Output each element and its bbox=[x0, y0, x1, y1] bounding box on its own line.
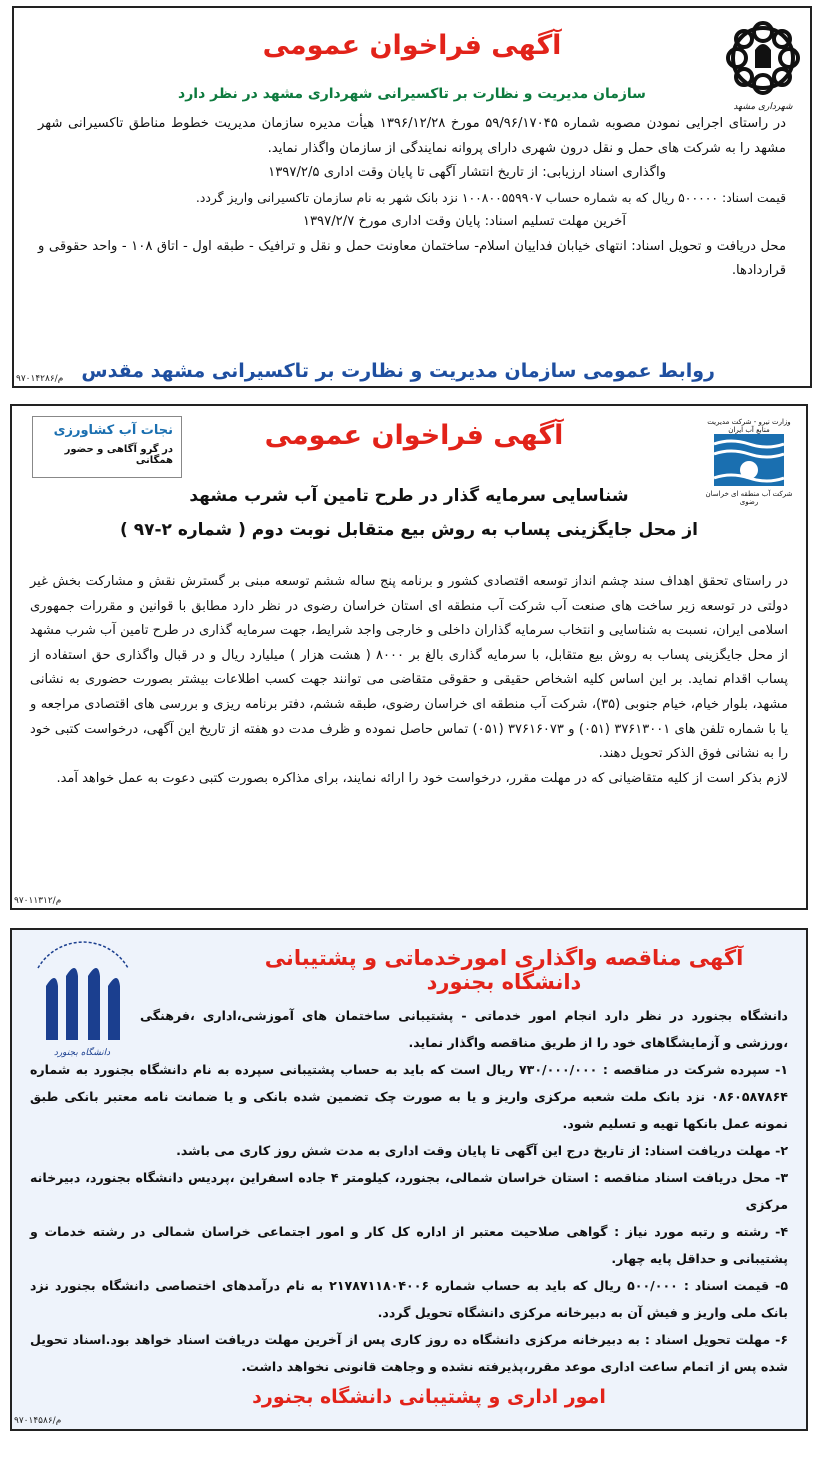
logo-caption: دانشگاه بجنورد bbox=[53, 1048, 111, 1058]
body-paragraph: ۳- محل دریافت اسناد مناقصه : استان خراسان شمالی، بجنورد، کیلومتر ۴ جاده اسفراین ،پردیس دانشگاه بجنورد، دبیرخانه مرکزی bbox=[30, 1170, 788, 1212]
ad-heading: شناسایی سرمایه گذار در طرح تامین آب شرب مشهد bbox=[189, 486, 629, 506]
ad-subtitle: سازمان مدیریت و نظارت بر تاکسیرانی شهرداری مشهد در نظر دارد bbox=[178, 86, 646, 102]
logo-line-2: در گرو آگاهی و حضور همگانی bbox=[64, 444, 173, 466]
ad-title: آگهی فراخوان عمومی bbox=[262, 30, 562, 61]
ad-ref-number: م/۹۷۰۱۴۵۸۶ bbox=[14, 1416, 62, 1426]
body-paragraph: در راستای اجرایی نمودن مصوبه شماره ۵۹/۹۶/۱۷۰۴۵ مورخ ۱۳۹۶/۱۲/۲۸ هیأت مدیره سازمان مدیریت خطوط مناطق تاکسیرانی شهر مشهد را به شرکت های حمل و نقل درون شهری دارای پروانه نمایندگی از سازمان واگذار نماید. bbox=[38, 116, 786, 156]
body-paragraph: قیمت اسناد: ۵۰۰۰۰۰ ریال که به شماره حساب ۱۰۰۸۰۰۵۵۹۹۰۷ نزد بانک شهر به نام سازمان تاکسیرانی واریز گردد. bbox=[195, 189, 786, 205]
ad-footer: امور اداری و پشتیبانی دانشگاه بجنورد bbox=[252, 1386, 606, 1408]
body-paragraph: واگذاری اسناد ارزیابی: از تاریخ انتشار آگهی تا پایان وقت اداری ۱۳۹۷/۲/۵ bbox=[268, 165, 666, 180]
ad-taxi-call bbox=[12, 6, 812, 388]
body-paragraph: ۲- مهلت دریافت اسناد: از تاریخ درج این آگهی تا پایان وقت اداری به مدت شش روز کاری می باشد. bbox=[176, 1143, 788, 1158]
ad-title: آگهی مناقصه واگذاری امورخدماتی و پشتیبانی دانشگاه بجنورد bbox=[264, 946, 744, 994]
ad-ref-number: م/۹۷۰۱۱۳۱۲ bbox=[14, 896, 62, 906]
mashhad-municipality-logo bbox=[722, 18, 804, 118]
ad-footer: روابط عمومی سازمان مدیریت و نظارت بر تاکسیرانی مشهد مقدس bbox=[81, 360, 715, 382]
body-paragraph: لازم بذکر است از کلیه متقاضیانی که در مهلت مقرر، درخواست خود را ارائه نمایند، برای مذاکره بصورت کتبی دعوت به عمل خواهد آمد. bbox=[56, 770, 788, 786]
ad-title: آگهی فراخوان عمومی bbox=[264, 420, 564, 451]
body-paragraph: آخرین مهلت تسلیم اسناد: پایان وقت اداری مورخ ۱۳۹۷/۲/۷ bbox=[302, 214, 626, 229]
body-paragraph: ۱- سپرده شرکت در مناقصه : ۷۳۰/۰۰۰/۰۰۰ ریال است که باید به حساب پشتیبانی سپرده به نام دانشگاه بجنورد به شماره ۰۸۶۰۵۸۷۸۶۴ نزد بانک ملت شعبه مرکزی واریز و یا به صورت چک تضمین شده بانکی و یا ضمانت نامه معتبر بانکی طبق نمونه عمل بانکها تهیه و تسلیم شود. bbox=[30, 1062, 788, 1131]
logo-top-text: وزارت نیرو - شرکت مدیریت منابع آب ایران bbox=[707, 418, 791, 434]
body-paragraph: ۶- مهلت تحویل اسناد : به دبیرخانه مرکزی دانشگاه ده روز کاری پس از آخرین مهلت دریافت اسناد خواهد بود.اسناد تحویل شده پس از اتمام ساعت اداری موعد مقرر،پذیرفته نشده و وجاهت قانونی نخواهد داشت. bbox=[30, 1332, 788, 1374]
body-paragraph: دانشگاه بجنورد در نظر دارد انجام امور خدماتی - پشتیبانی ساختمان های آموزشی،اداری ،فرهنگی ،ورزشی و آزمایشگاهای خود را از طریق مناقصه واگذار نماید. bbox=[140, 1008, 788, 1050]
ad-heading: از محل جایگزینی پساب به روش بیع متقابل نوبت دوم ( شماره ۲-۹۷ ) bbox=[119, 520, 698, 540]
body-paragraph: در راستای تحقق اهداف سند چشم انداز توسعه اقتصادی کشور و برنامه پنج ساله ششم توسعه مبنی بر گسترش نقش و مشارکت بخش غیر دولتی در توسعه زیر ساخت های صنعت آب شرکت آب منطقه ای استان خراسان رضوی در نظر دارد مطابق با قوانین و مقررات جمهوری اسلامی ایران، نسبت به شناسایی و انتخاب سرمایه گذاران داخلی و خارجی واجد شرایط، جهت سرمایه گذاری در طرح تامین آب شرب مشهد از محل جایگزینی پساب به روش بیع متقابل، با سرمایه گذاری بالغ بر ۸۰۰۰ ( هشت هزار ) میلیارد ریال و در قبال واگذاری حق استفاده از پساب اقدام نماید. بر این اساس کلیه اشخاص حقیقی و حقوقی متقاضی می توانند جهت کسب اطلاعات بیشتر بصورت حضوری به نشانی مشهد، بلوار خیام، خیام جنوبی (۳۵)، شرکت آب منطقه ای خراسان رضوی، طبقه ششم، دفتر برنامه ریزی و بررسی های اقتصادی مراجعه و یا با شماره تلفن های ۳۷۶۱۳۰۰۱ (۰۵۱) و ۳۷۶۱۶۰۷۳ (۰۵۱) تماس حاصل نموده و ظرف مدت دو هفته از تاریخ این آگهی، درخواست کتبی خود را به نشانی فوق الذکر تحویل دهند. bbox=[30, 574, 788, 762]
ad-ref-number: م/۹۷۰۱۴۲۸۶ bbox=[16, 374, 64, 384]
ad-body bbox=[30, 1002, 788, 1380]
logo-caption: شهرداری مشهد bbox=[733, 102, 793, 112]
mashhad-emblem-icon bbox=[722, 18, 804, 98]
ad-body bbox=[38, 112, 786, 284]
ad-bojnurd-tender bbox=[10, 928, 808, 1431]
body-paragraph: ۵- قیمت اسناد : ۵۰۰/۰۰۰ ریال که باید به حساب شماره ۲۱۷۸۷۱۱۸۰۴۰۰۶ به نام درآمدهای اختصاصی دانشگاه بجنورد نزد بانک ملی واریز و فیش آن به دبیرخانه مرکزی دانشگاه تحویل گردد. bbox=[30, 1278, 788, 1320]
water-waves-icon bbox=[714, 434, 784, 486]
logo-line-1: نجات آب کشاورزی bbox=[53, 423, 173, 438]
agricultural-water-logo bbox=[32, 416, 182, 478]
body-paragraph: محل دریافت و تحویل اسناد: انتهای خیابان فداییان اسلام- ساختمان معاونت حمل و نقل و ترافیک - طبقه اول - اتاق ۱۰۸ - واحد حقوقی و قراردادها. bbox=[38, 238, 787, 278]
body-paragraph: ۴- رشته و رتبه مورد نیاز : گواهی صلاحیت معتبر از اداره کل کار و امور اجتماعی خراسان شمالی در رشته خدمات و پشتیبانی و حداقل پایه چهار. bbox=[30, 1224, 788, 1266]
ad-body bbox=[30, 570, 788, 791]
logo-bottom-text: شرکت آب منطقه ای خراسان رضوی bbox=[705, 490, 793, 506]
ad-water-investor-call bbox=[10, 404, 808, 910]
